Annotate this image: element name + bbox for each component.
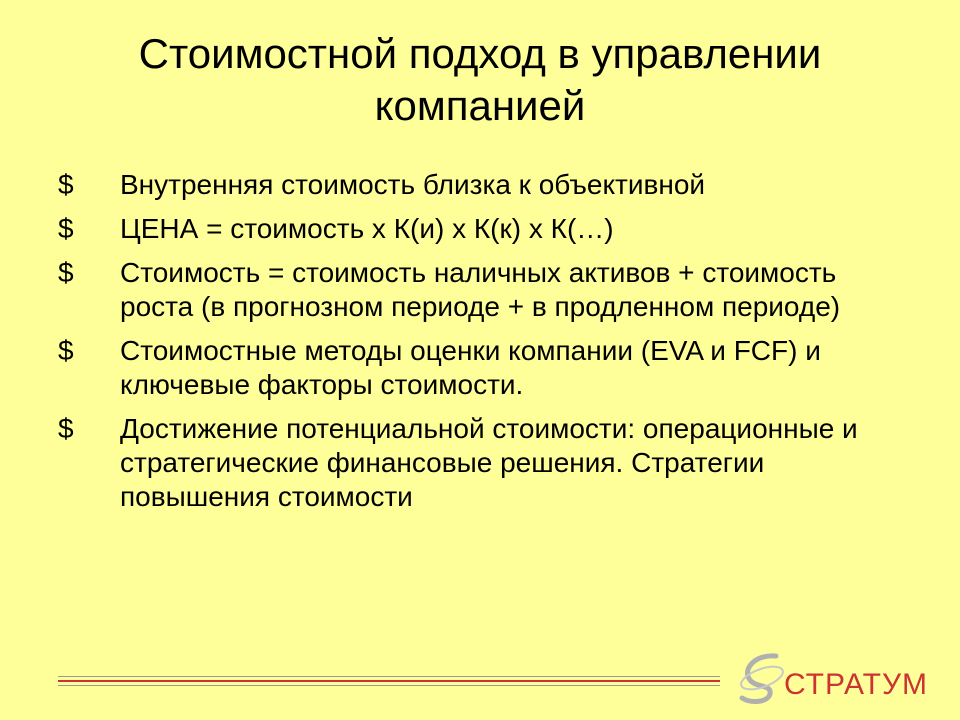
bullet-marker: $ bbox=[58, 413, 74, 444]
bullet-marker: $ bbox=[58, 257, 74, 288]
bullet-text: Стоимостные методы оценки компании (EVA и FCF) и ключевые факторы стоимости. bbox=[120, 335, 821, 400]
bullet-text: Стоимость = стоимость наличных активов + стоимость роста (в прогнозном периоде + в продленном периоде) bbox=[120, 257, 841, 322]
footer-divider bbox=[58, 676, 720, 686]
bullet-item bbox=[58, 334, 888, 402]
bullet-item bbox=[58, 256, 888, 324]
bullet-text: Внутренняя стоимость близка к объективной bbox=[120, 169, 706, 200]
logo-text: СТРАТУМ bbox=[784, 668, 929, 701]
bullet-list bbox=[58, 168, 888, 524]
stratum-logo bbox=[736, 648, 936, 708]
footer-line-accent bbox=[58, 680, 720, 682]
bullet-text: Достижение потенциальной стоимости: операционные и стратегические финансовые решения. Стратегии повышения стоимости bbox=[120, 413, 858, 512]
bullet-marker: $ bbox=[58, 169, 74, 200]
bullet-item bbox=[58, 168, 888, 202]
bullet-text: ЦЕНА = стоимость х К(и) х К(к) х К(…) bbox=[120, 213, 614, 244]
bullet-marker: $ bbox=[58, 213, 74, 244]
bullet-item bbox=[58, 412, 888, 514]
bullet-marker: $ bbox=[58, 335, 74, 366]
footer-line-bottom bbox=[58, 685, 720, 686]
footer-line-top bbox=[58, 676, 720, 677]
bullet-item bbox=[58, 212, 888, 246]
slide-title: Стоимостной подход в управлении компанией bbox=[138, 30, 822, 129]
